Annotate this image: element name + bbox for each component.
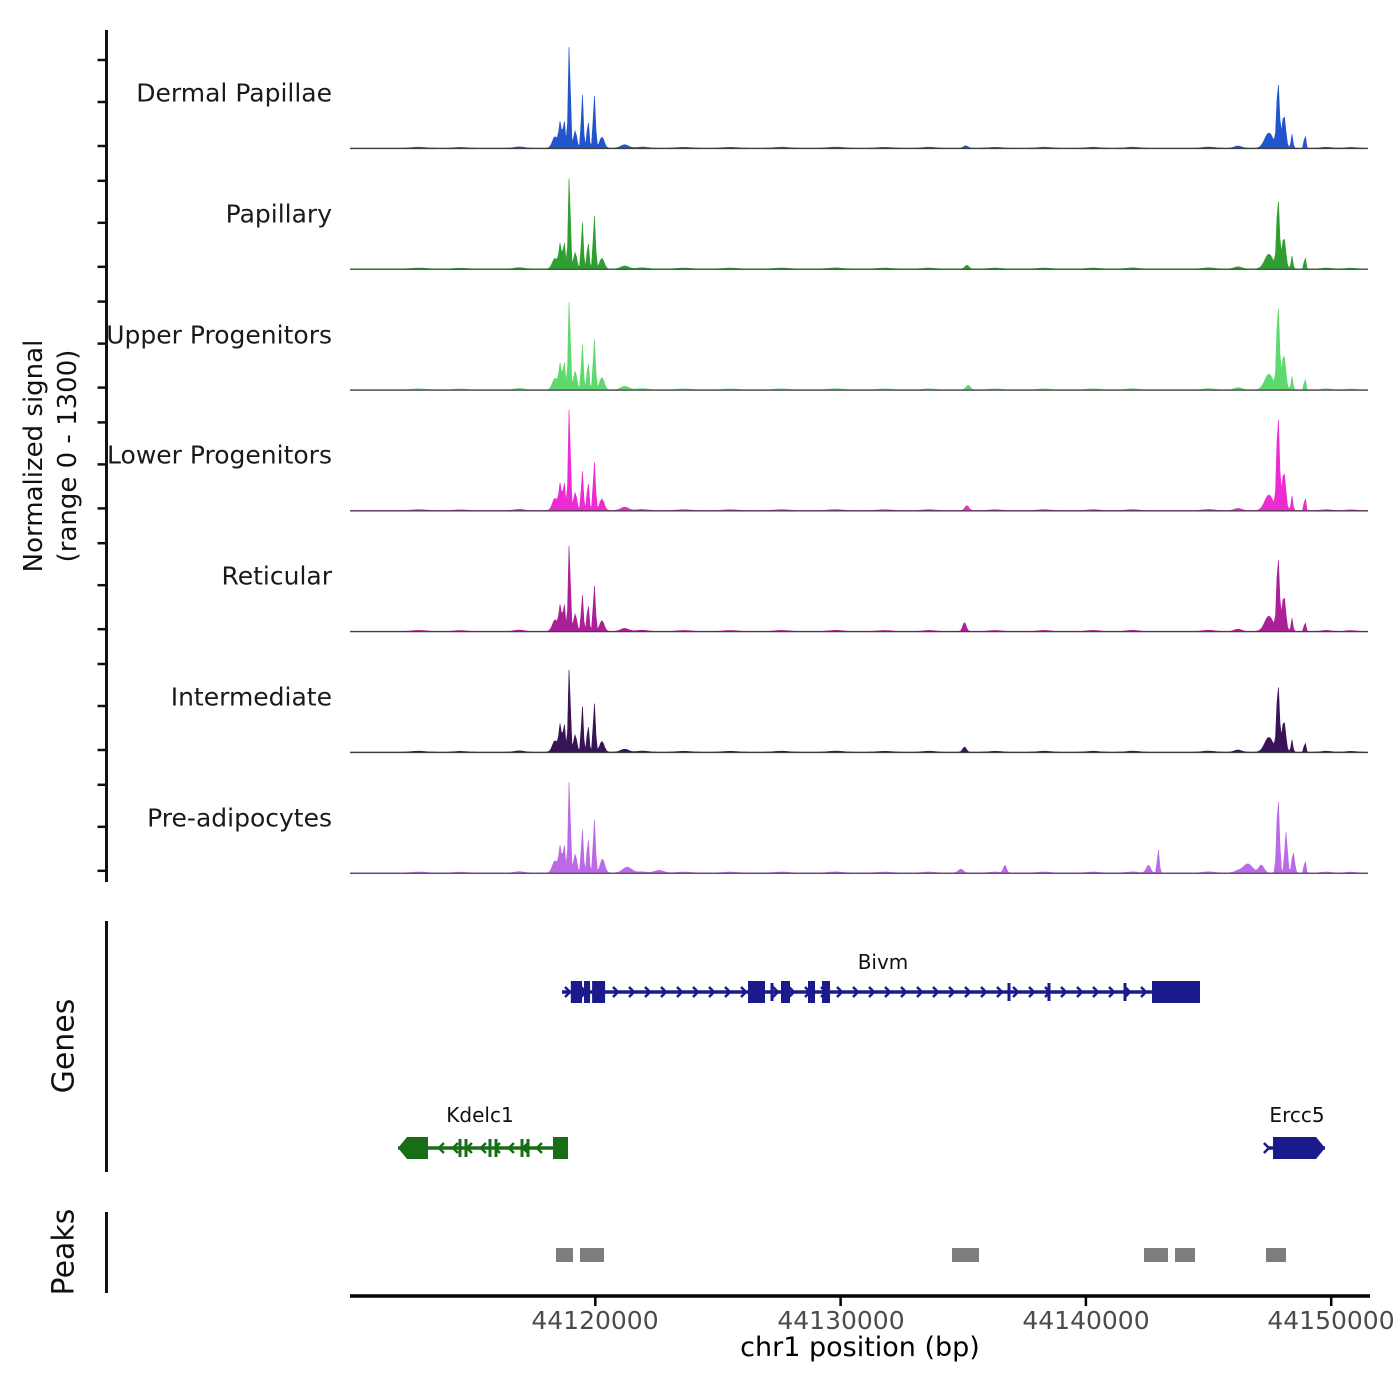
gene-exon-tick	[1008, 983, 1011, 1001]
strand-arrow	[1264, 1143, 1269, 1153]
gene-exon	[553, 1137, 568, 1159]
peak-region	[556, 1248, 573, 1262]
x-tick-label: 44150000	[1267, 1306, 1395, 1335]
gene-exon-tick	[465, 1139, 468, 1157]
gene-exon	[571, 981, 582, 1003]
signal-area-upper-progenitors	[350, 302, 1368, 390]
signal-area-papillary	[350, 179, 1368, 269]
gene-label-bivm: Bivm	[857, 950, 909, 974]
peaks-section-label: Peaks	[46, 1208, 82, 1296]
gene-exon-tick	[1048, 983, 1051, 1001]
peak-region	[1144, 1248, 1168, 1262]
signal-area-intermediate	[350, 670, 1368, 752]
x-tick-label: 44130000	[777, 1306, 905, 1335]
gene-exon-tick	[527, 1139, 530, 1157]
peak-region	[580, 1248, 604, 1262]
signal-area-lower-progenitors	[350, 409, 1368, 510]
gene-exon-tick	[489, 1139, 492, 1157]
gene-exon	[781, 981, 790, 1003]
y-axis-label-line2: (range 0 - 1300)	[53, 349, 83, 563]
gene-exon-tick	[771, 983, 774, 1001]
y-axis-label-line1: Normalized signal	[19, 339, 50, 573]
track-label-papillary: Papillary	[225, 199, 332, 229]
signal-area-reticular	[350, 546, 1368, 631]
track-label-pre-adipocytes: Pre-adipocytes	[147, 803, 332, 833]
gene-exon	[748, 981, 765, 1003]
gene-exon-tick	[495, 1139, 498, 1157]
track-label-dermal-papillae: Dermal Papillae	[136, 78, 332, 108]
track-label-upper-progenitors: Upper Progenitors	[106, 320, 332, 350]
track-label-lower-progenitors: Lower Progenitors	[107, 440, 332, 470]
gene-label-ercc5: Ercc5	[1269, 1103, 1325, 1127]
gene-terminal-exon	[1273, 1137, 1325, 1159]
gene-exon	[592, 981, 605, 1003]
x-tick-label: 44120000	[531, 1306, 659, 1335]
peak-region	[952, 1248, 979, 1262]
gene-exon-tick	[1124, 983, 1127, 1001]
peak-region	[1266, 1248, 1286, 1262]
gene-exon-tick	[459, 1139, 462, 1157]
track-label-intermediate: Intermediate	[170, 682, 332, 712]
x-axis-label: chr1 position (bp)	[740, 1332, 980, 1363]
gene-exon	[1152, 981, 1200, 1003]
x-tick-label: 44140000	[1022, 1306, 1150, 1335]
peak-region	[1175, 1248, 1195, 1262]
signal-area-dermal-papillae	[350, 47, 1368, 148]
gene-exon	[808, 981, 815, 1003]
gene-exon	[584, 981, 590, 1003]
gene-exon-tick	[521, 1139, 524, 1157]
gene-exon	[822, 981, 830, 1003]
track-label-reticular: Reticular	[221, 561, 332, 591]
gene-terminal-exon	[398, 1137, 428, 1159]
signal-area-pre-adipocytes	[350, 782, 1368, 873]
genes-section-label: Genes	[46, 998, 82, 1094]
gene-label-kdelc1: Kdelc1	[446, 1103, 514, 1127]
